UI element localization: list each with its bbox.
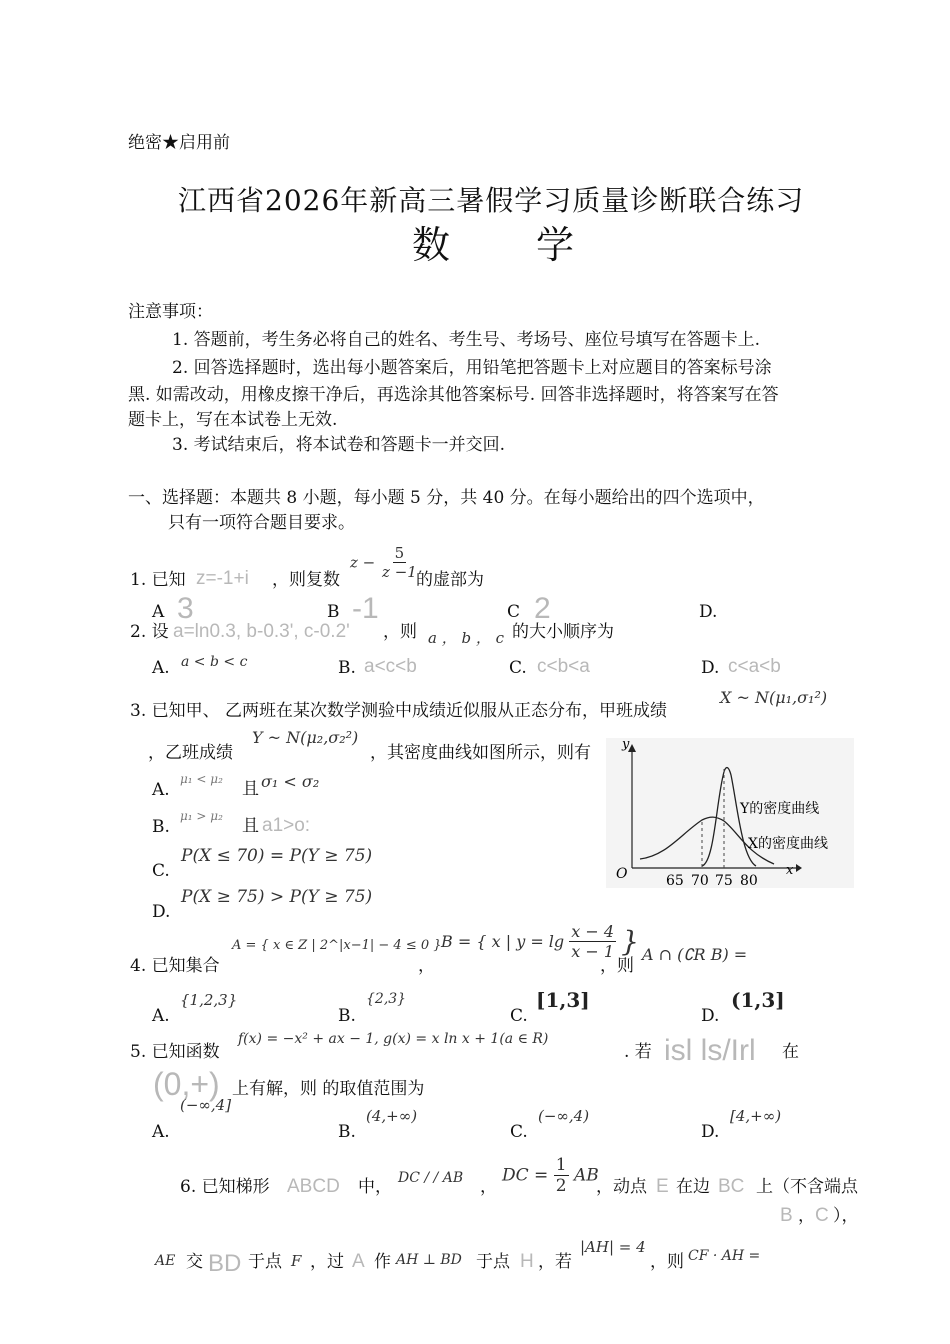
q3-option-a-label: A.	[152, 780, 170, 800]
notes-heading: 注意事项：	[128, 302, 213, 322]
q6-zhong: 中，	[358, 1177, 392, 1197]
q5-option-c-label: C.	[510, 1122, 528, 1142]
q4-then: ，则	[600, 956, 634, 976]
q1-option-c-label: C	[507, 602, 521, 622]
q6-parallel: DC / / AB	[398, 1170, 464, 1186]
note-2-line-3: 题卡上，写在本试卷上无效.	[128, 410, 338, 430]
q3-suffix-2: ，其密度曲线如图所示，则有	[370, 743, 591, 763]
note-2-line-1: 2. 回答选择题时，选出每小题答案后，用铅笔把答题卡上对应题目的答案标号涂	[172, 358, 772, 378]
figure-tick-75: 75	[715, 873, 733, 888]
q6-norm: |AH| = 4	[580, 1238, 646, 1256]
q5-zai: 在	[782, 1042, 799, 1062]
q2-option-c-value: c<b<a	[537, 656, 590, 677]
note-2-line-2: 黑. 如需改动，用橡皮擦干净后，再选涂其他答案标号. 回答非选择题时，将答案写在答	[128, 385, 779, 405]
q6-tail-1: 上（不含端点	[756, 1177, 858, 1197]
q6-point-a: A	[352, 1251, 365, 1272]
q3-option-d-label: D.	[152, 902, 171, 922]
q3-option-c-value: P(X ≤ 70) = P(Y ≥ 75)	[181, 846, 373, 866]
q4-set-b-pre: B = { x | y = lg	[441, 932, 565, 951]
q1-option-b-value: -1	[352, 592, 379, 625]
q6-on-side: 在边	[676, 1177, 710, 1197]
q4-prefix: 4. 已知集合	[130, 956, 220, 976]
q3-option-a-and: 且	[242, 779, 259, 799]
q4-comma: ，	[418, 956, 435, 976]
q1-option-a-label: A	[152, 602, 165, 622]
figure-tick-70: 70	[691, 873, 709, 888]
q5-functions: f(x) = −x² + ax − 1, g(x) = x ln x + 1(a ∈ R)	[238, 1031, 549, 1047]
q1-prefix: 1. 已知	[130, 570, 186, 590]
q6-ruo: ，若	[538, 1252, 572, 1272]
confidential-label: 绝密★启用前	[128, 133, 230, 153]
q6-bd: BD	[208, 1250, 242, 1277]
q3-prefix-2: ，乙班成绩	[148, 743, 233, 763]
q5-option-c-value: (−∞,4)	[538, 1107, 590, 1125]
q3-line-1: 3. 已知甲、 乙两班在某次数学测验中成绩近似服从正态分布，甲班成绩	[130, 701, 668, 721]
q5-suffix: 上有解，则 的取值范围为	[232, 1079, 425, 1099]
figure-x-curve-label: X的密度曲线	[748, 836, 828, 852]
q4-option-d-label: D.	[701, 1006, 720, 1026]
q1-fraction-num: 5	[394, 544, 405, 562]
q4-expression: A ∩ (∁R B) =	[642, 945, 748, 964]
note-1: 1. 答题前，考生务必将自己的姓名、考生号、考场号、座位号填写在答题卡上.	[172, 330, 761, 350]
q5-option-a-label: A.	[152, 1122, 170, 1142]
q4-option-c-value: [1,3]	[536, 988, 590, 1012]
q6-perpendicular: AH ⊥ BD	[396, 1252, 462, 1268]
q6-yu-2: 于点	[476, 1252, 510, 1272]
q6-prefix: 6. 已知梯形	[180, 1177, 270, 1197]
q4-option-a-label: A.	[152, 1006, 170, 1026]
q3-option-b-and: 且	[242, 816, 259, 836]
figure-y-curve-label: Y的密度曲线	[740, 801, 820, 817]
q2-option-c-label: C.	[509, 658, 527, 678]
q6-dc-equation	[502, 1155, 599, 1196]
q2-suffix: 的大小顺序为	[512, 622, 614, 642]
q6-dc-eq: DC =	[502, 1165, 549, 1186]
q4-set-b-den: x − 1	[571, 942, 615, 961]
q6-guo: ，过	[310, 1252, 344, 1272]
normal-density-figure	[606, 738, 854, 888]
q6-endpoint-c: C	[815, 1205, 829, 1226]
q2-option-a-value: a < b < c	[181, 654, 248, 670]
q4-set-b-num: x − 4	[571, 922, 615, 941]
q6-ab: AB	[573, 1165, 599, 1186]
figure-x-label: x	[786, 863, 794, 878]
q1-fraction	[380, 544, 419, 581]
q5-option-a-value: (−∞,4]	[180, 1096, 232, 1114]
q4-set-a: A = { x ∈ Z | 2^|x−1| − 4 ≤ 0 }	[232, 938, 442, 953]
subject-char-2: 学	[536, 223, 575, 267]
q3-y-distribution: Y ~ N(μ₂,σ₂²)	[252, 728, 359, 747]
q2-vars: a ， b ， c	[428, 629, 505, 647]
q6-ae: AE	[155, 1253, 176, 1269]
q4-option-a-value: {1,2,3}	[180, 991, 238, 1009]
subject-char-1: 数	[412, 223, 451, 267]
q6-comma: ，	[480, 1177, 497, 1197]
q1-fraction-den: z −1	[382, 563, 417, 581]
q5-garbled-condition: isl ls/Irl	[664, 1034, 756, 1067]
figure-tick-80: 80	[740, 873, 758, 888]
q2-option-b-label: B.	[338, 658, 356, 678]
q1-option-d-label: D.	[699, 602, 718, 622]
q6-endpoint-sep: ，	[798, 1206, 815, 1226]
q4-set-b-close: }	[621, 925, 639, 958]
figure-y-label: y	[622, 738, 630, 752]
note-3: 3. 考试结束后，将本试卷和答题卡一并交回.	[172, 435, 506, 455]
q2-given: a=ln0.3, b-0.3', c-0.2'	[173, 621, 350, 642]
q2-option-d-label: D.	[701, 658, 720, 678]
q3-option-a-mu: μ₁ < μ₂	[180, 772, 223, 786]
q1-mid: ，则复数	[272, 570, 340, 590]
q5-option-d-label: D.	[701, 1122, 720, 1142]
q6-moving: ，动点	[596, 1177, 647, 1197]
q6-bc: BC	[718, 1176, 745, 1197]
q6-half	[554, 1155, 569, 1196]
q5-option-b-value: (4,+∞)	[366, 1107, 418, 1125]
q2-mid: ，则	[383, 622, 417, 642]
q6-half-num: 1	[555, 1155, 567, 1175]
q1-given-z: z=-1+i	[196, 568, 249, 589]
q6-dot-product: CF · AH =	[688, 1248, 761, 1264]
q4-option-c-label: C.	[510, 1006, 528, 1026]
q2-option-a-label: A.	[152, 658, 170, 678]
q6-endpoint-close: ），	[833, 1206, 859, 1226]
q5-option-b-label: B.	[338, 1122, 356, 1142]
q6-e: E	[656, 1176, 669, 1197]
q5-if: . 若	[624, 1042, 652, 1062]
section-heading: 一、选择题：本题共 8 小题，每小题 5 分，共 40 分。在每小题给出的四个选项中，	[128, 488, 765, 508]
exam-title: 江西省2026年新高三暑假学习质量诊断联合练习	[178, 184, 805, 217]
q2-prefix: 2. 设	[130, 622, 169, 642]
q6-h: H	[520, 1251, 534, 1272]
q3-option-a-sigma: σ₁ < σ₂	[261, 772, 320, 791]
q3-option-b-label: B.	[152, 817, 170, 837]
figure-origin: O	[616, 866, 628, 882]
q6-endpoint-b: B	[780, 1205, 793, 1226]
q6-ze: ，则	[650, 1252, 684, 1272]
q1-expr-z: z −	[350, 553, 376, 572]
q4-option-b-value: {2,3}	[366, 991, 407, 1007]
q3-option-b-mu: μ₁ > μ₂	[180, 809, 223, 823]
q3-option-c-label: C.	[152, 861, 170, 881]
q6-yu: 于点	[248, 1252, 282, 1272]
q1-option-b-label: B	[327, 602, 340, 622]
q2-option-d-value: c<a<b	[728, 656, 781, 677]
q3-option-d-value: P(X ≥ 75) > P(Y ≥ 75)	[181, 887, 373, 907]
q1-option-a-value: 3	[177, 592, 194, 625]
q1-expr	[350, 544, 419, 581]
section-heading-cont: 只有一项符合题目要求。	[168, 513, 355, 533]
q6-jiao: 交	[186, 1252, 203, 1272]
q5-option-d-value: [4,+∞)	[730, 1107, 782, 1125]
q1-suffix: 的虚部为	[416, 570, 484, 590]
q6-abcd: ABCD	[287, 1176, 340, 1197]
q6-f: F	[291, 1252, 302, 1270]
q3-x-distribution: X ~ N(μ₁,σ₁²)	[720, 688, 828, 707]
q6-zuo: 作	[374, 1252, 391, 1272]
q5-prefix: 5. 已知函数	[130, 1042, 220, 1062]
q1-option-c-value: 2	[534, 592, 551, 625]
q6-half-den: 2	[555, 1176, 567, 1196]
q2-option-b-value: a<c<b	[364, 656, 417, 677]
q4-option-b-label: B.	[338, 1006, 356, 1026]
q3-option-b-sigma: a1>o:	[262, 815, 311, 836]
q4-option-d-value: (1,3]	[731, 988, 785, 1012]
q5-interval: (0,+)	[153, 1066, 220, 1102]
figure-tick-65: 65	[666, 873, 684, 888]
